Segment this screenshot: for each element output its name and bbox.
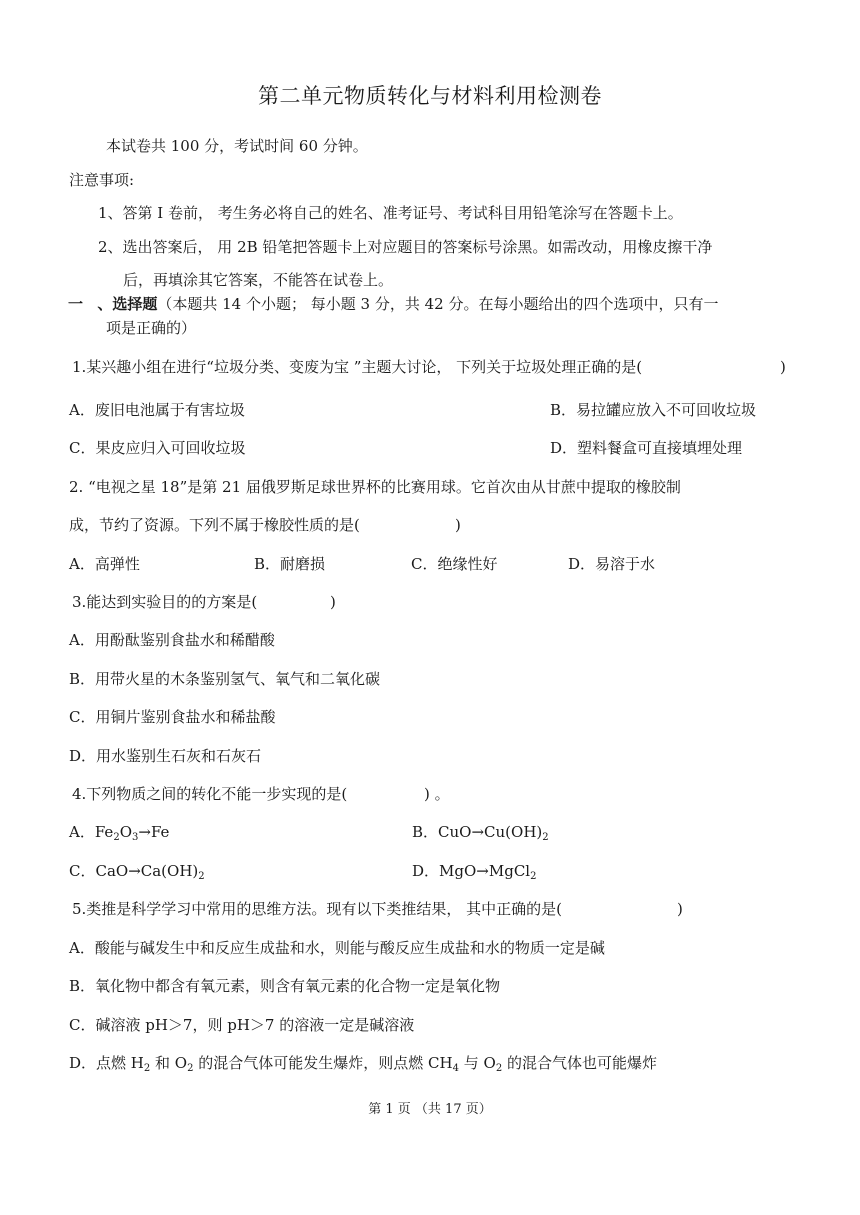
note-2: 2、选出答案后， 用 2B 铅笔把答题卡上对应题目的答案标号涂黑。如需改动，用橡皮擦干净	[98, 238, 713, 256]
section-heading	[68, 294, 718, 314]
q2-option-a: A．高弹性	[69, 555, 140, 573]
q2-close: )	[455, 516, 461, 534]
q3-option-c: C．用铜片鉴别食盐水和稀盐酸	[69, 708, 276, 726]
q3-stem: 3.能达到实验目的的方案是(	[72, 593, 258, 611]
q2-option-c: C．绝缘性好	[411, 555, 498, 573]
q4-stem: 4.下列物质之间的转化不能一步实现的是(	[72, 785, 348, 803]
section-desc-cont: 项是正确的）	[106, 319, 197, 337]
notes-heading: 注意事项:	[69, 171, 135, 189]
q2-stem-2: 成，节约了资源。下列不属于橡胶性质的是(	[69, 516, 360, 534]
q5-close: )	[677, 900, 683, 918]
q5-option-d: D．点燃 $H_2$ 和 $O_2$ 的混合气体可能发生爆炸，则点燃 $CH_4$ 与 $O_2$ 的混合气体也可能爆炸	[69, 1054, 657, 1074]
q1-option-c: C．果皮应归入可回收垃圾	[69, 439, 246, 457]
q4-option-b: B．$CuO\to Cu(OH)_2$	[412, 823, 549, 843]
q2-stem-1: 2. “电视之星 18”是第 21 届俄罗斯足球世界杯的比赛用球。它首次由从甘蔗中提取的橡胶制	[69, 478, 681, 496]
q3-option-a: A．用酚酞鉴别食盐水和稀醋酸	[69, 631, 275, 649]
note-2-cont: 后，再填涂其它答案，不能答在试卷上。	[123, 271, 394, 289]
q1-option-a: A．废旧电池属于有害垃圾	[69, 401, 245, 419]
q2-option-d: D．易溶于水	[568, 555, 656, 573]
q1-stem: 1.某兴趣小组在进行“垃圾分类、变废为宝 ”主题大讨论， 下列关于垃圾处理正确的是(	[72, 358, 643, 376]
page-footer: 第 1 页 （共 17 页）	[368, 1102, 492, 1117]
section-label: 、选择题	[97, 295, 158, 313]
q3-option-b: B．用带火星的木条鉴别氢气、氧气和二氧化碳	[69, 670, 381, 688]
q5-option-a: A．酸能与碱发生中和反应生成盐和水，则能与酸反应生成盐和水的物质一定是碱	[69, 939, 605, 957]
q4-option-d: D．MgO→MgCl$_2$	[412, 862, 537, 882]
q2-option-b: B．耐磨损	[254, 555, 326, 573]
q4-option-c: C．$CaO\to Ca(OH)_2$	[69, 862, 205, 882]
q4-close: ) 。	[424, 785, 450, 803]
q3-close: )	[330, 593, 336, 611]
page-title: 第二单元物质转化与材料利用检测卷	[258, 84, 602, 108]
q1-option-d: D．塑料餐盒可直接填埋处理	[550, 439, 743, 457]
q3-option-d: D．用水鉴别生石灰和石灰石	[69, 747, 262, 765]
q5-option-c: C．碱溶液 pH＞7，则 pH＞7 的溶液一定是碱溶液	[69, 1016, 415, 1034]
q4-option-a: A．$Fe_2O_3\to Fe$	[69, 823, 170, 843]
q1-close: )	[780, 358, 786, 376]
section-number: 一	[68, 295, 84, 313]
section-desc: （本题共 14 个小题； 每小题 3 分，共 42 分。在每小题给出的四个选项中，只有一	[157, 295, 719, 313]
q5-option-b: B．氧化物中都含有氧元素，则含有氧元素的化合物一定是氧化物	[69, 977, 501, 995]
exam-intro: 本试卷共 100 分，考试时间 60 分钟。	[106, 137, 368, 155]
q5-stem: 5.类推是科学学习中常用的思维方法。现有以下类推结果， 其中正确的是(	[72, 900, 562, 918]
note-1: 1、答第 I 卷前， 考生务必将自己的姓名、准考证号、考试科目用铅笔涂写在答题卡上。	[98, 204, 683, 222]
q1-option-b: B．易拉罐应放入不可回收垃圾	[550, 401, 757, 419]
